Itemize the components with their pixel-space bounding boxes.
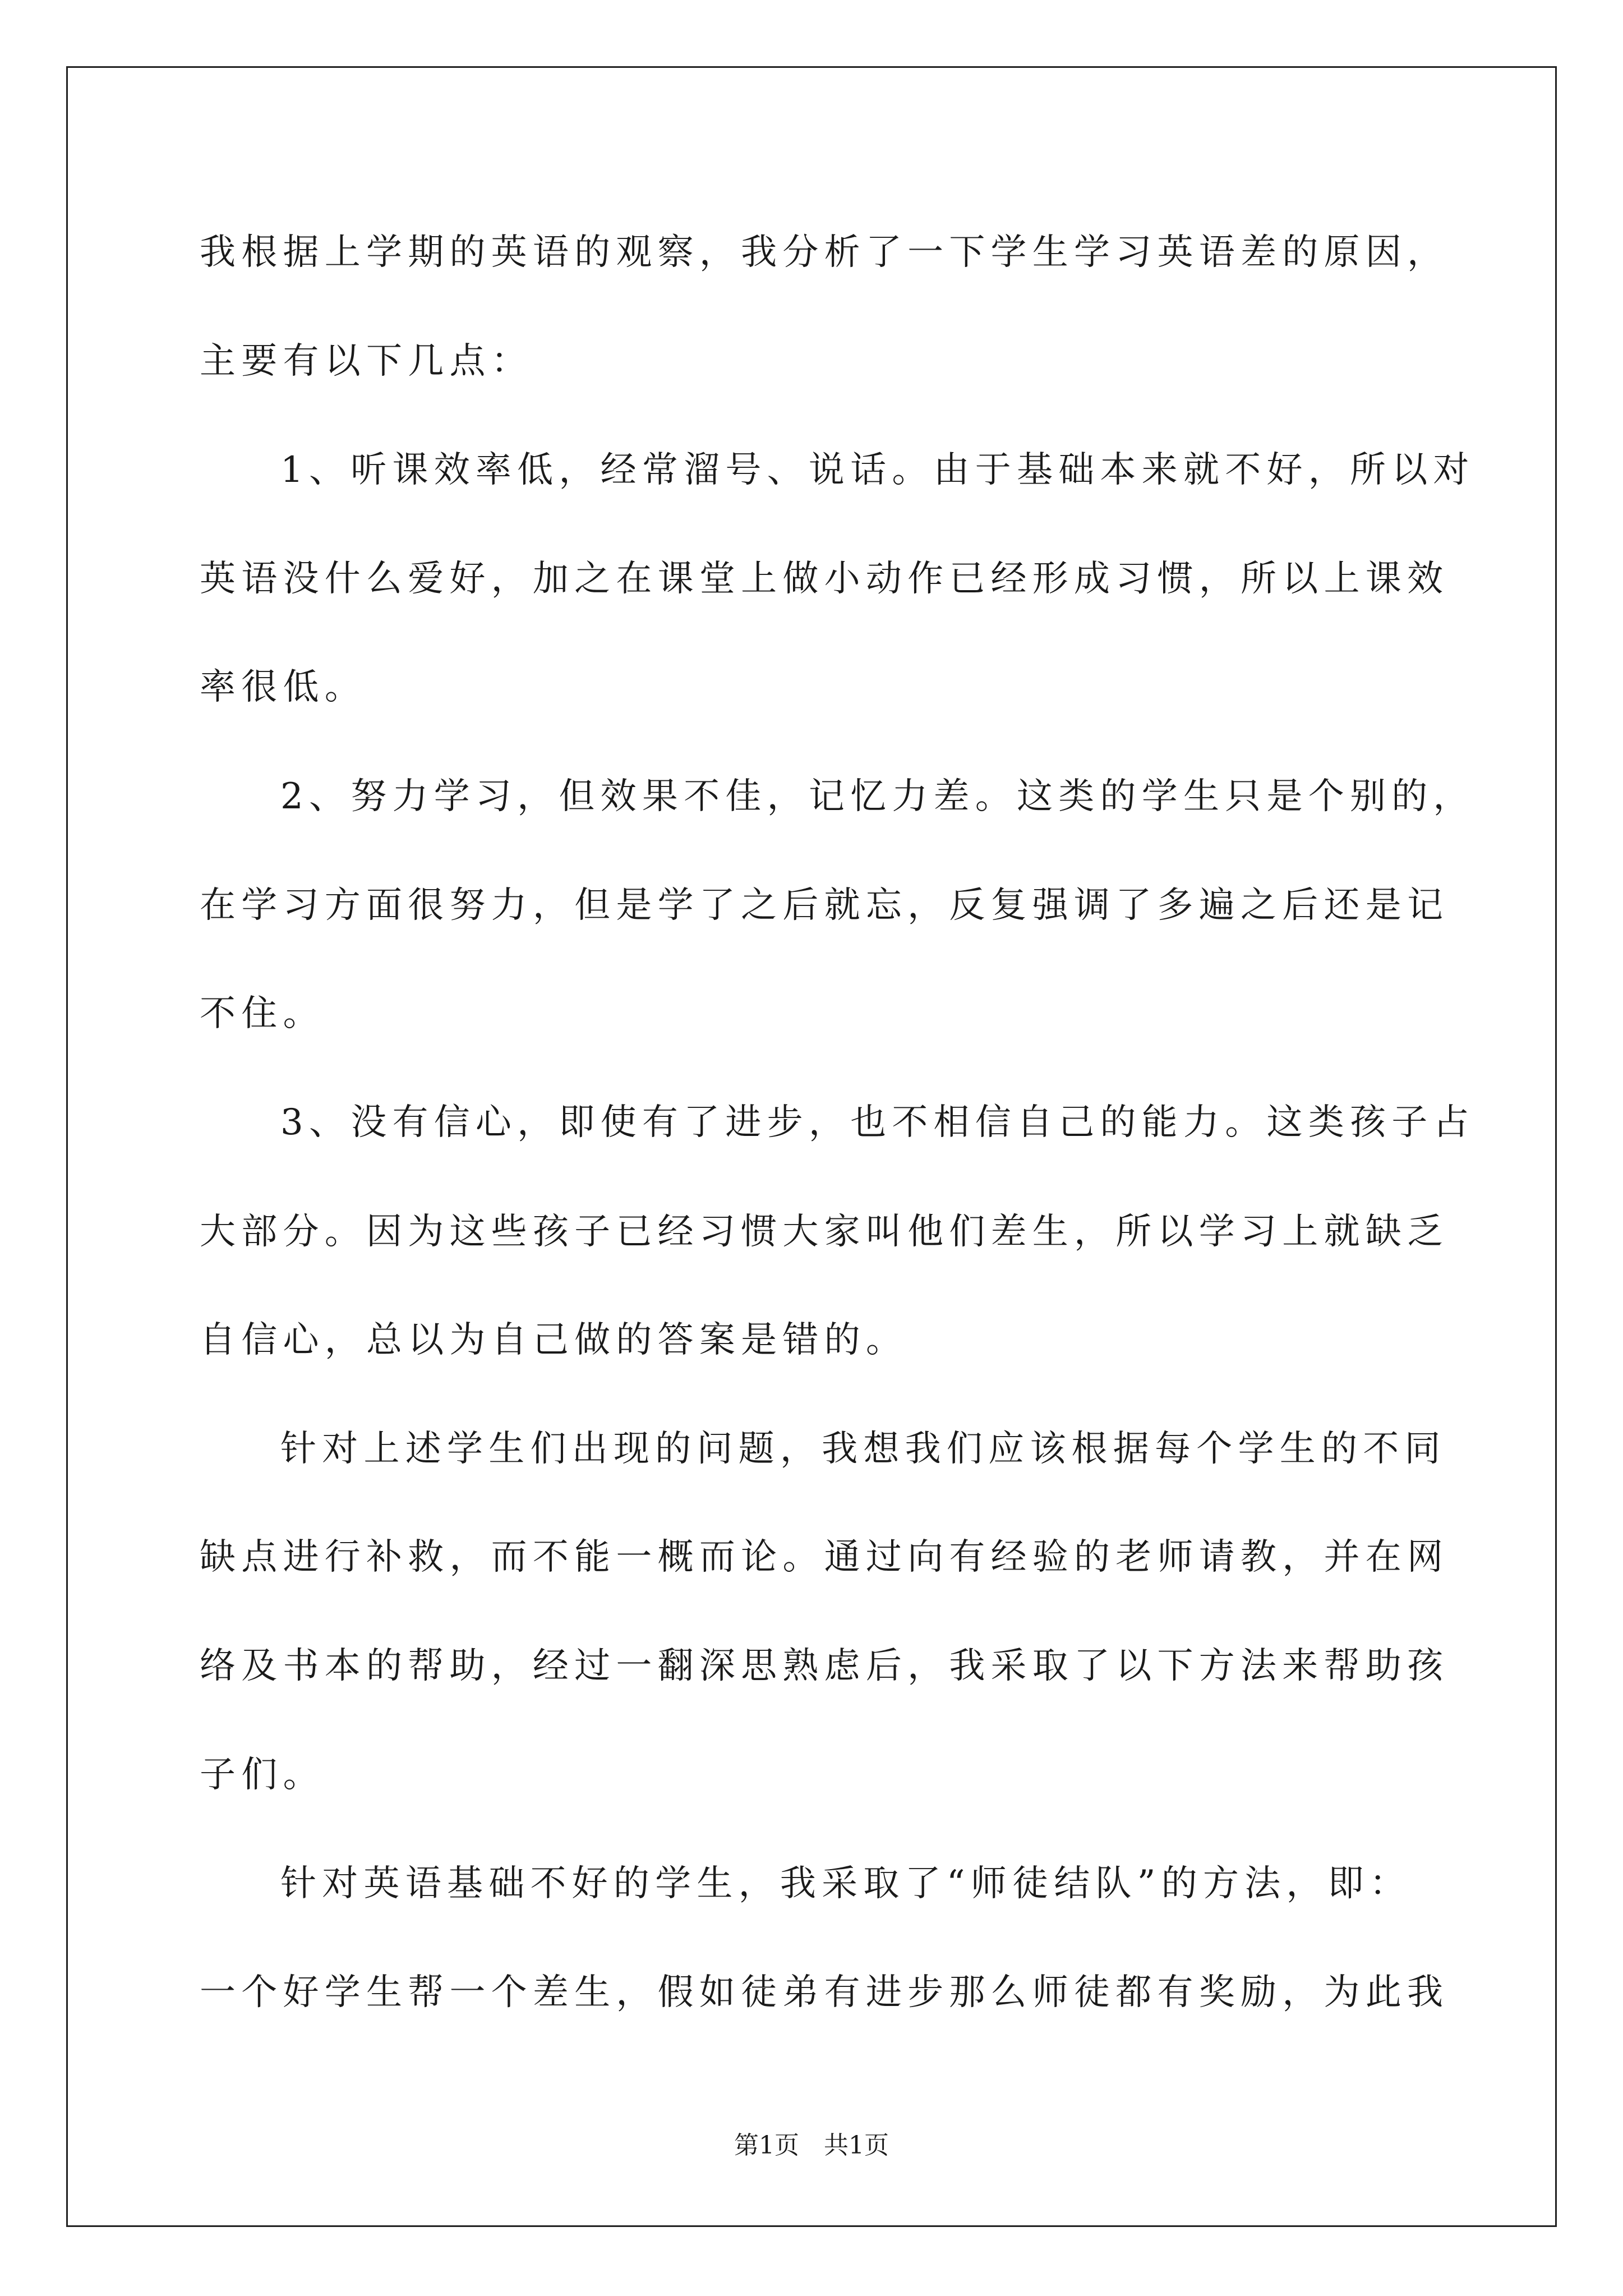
text-line: 针对上述学生们出现的问题，我想我们应该根据每个学生的不同 — [280, 1428, 1446, 1470]
text-line: 一个好学生帮一个差生，假如徒弟有进步那么师徒都有奖励，为此我 — [200, 1972, 1449, 2013]
text-line: 大部分。因为这些孩子已经习惯大家叫他们差生，所以学习上就缺乏 — [200, 1211, 1449, 1253]
text-line: 子们。 — [200, 1754, 325, 1796]
text-line: 1、听课效率低，经常溜号、说话。由于基础本来就不好，所以对 — [280, 449, 1475, 491]
text-line: 率很低。 — [200, 666, 366, 708]
text-line: 2、努力学习，但效果不佳，记忆力差。这类的学生只是个别的， — [280, 776, 1475, 817]
text-line: 缺点进行补救，而不能一概而论。通过向有经验的老师请教，并在网 — [200, 1536, 1449, 1578]
text-line: 英语没什么爱好，加之在课堂上做小动作已经形成习惯，所以上课效 — [200, 558, 1449, 600]
text-line: 3、没有信心，即使有了进步，也不相信自己的能力。这类孩子占 — [280, 1102, 1475, 1143]
text-line: 针对英语基础不好的学生，我采取了“师徒结队”的方法，即： — [280, 1863, 1412, 1904]
page-number-footer: 第1页 共1页 — [734, 2131, 889, 2160]
text-line: 主要有以下几点： — [200, 341, 533, 382]
text-line: 络及书本的帮助，经过一翻深思熟虑后，我采取了以下方法来帮助孩 — [200, 1645, 1449, 1687]
text-line: 自信心，总以为自己做的答案是错的。 — [200, 1319, 908, 1361]
text-line: 不住。 — [200, 993, 325, 1034]
text-line: 在学习方面很努力，但是学了之后就忘，反复强调了多遍之后还是记 — [200, 885, 1449, 926]
text-line: 我根据上学期的英语的观察，我分析了一下学生学习英语差的原因， — [200, 232, 1449, 273]
